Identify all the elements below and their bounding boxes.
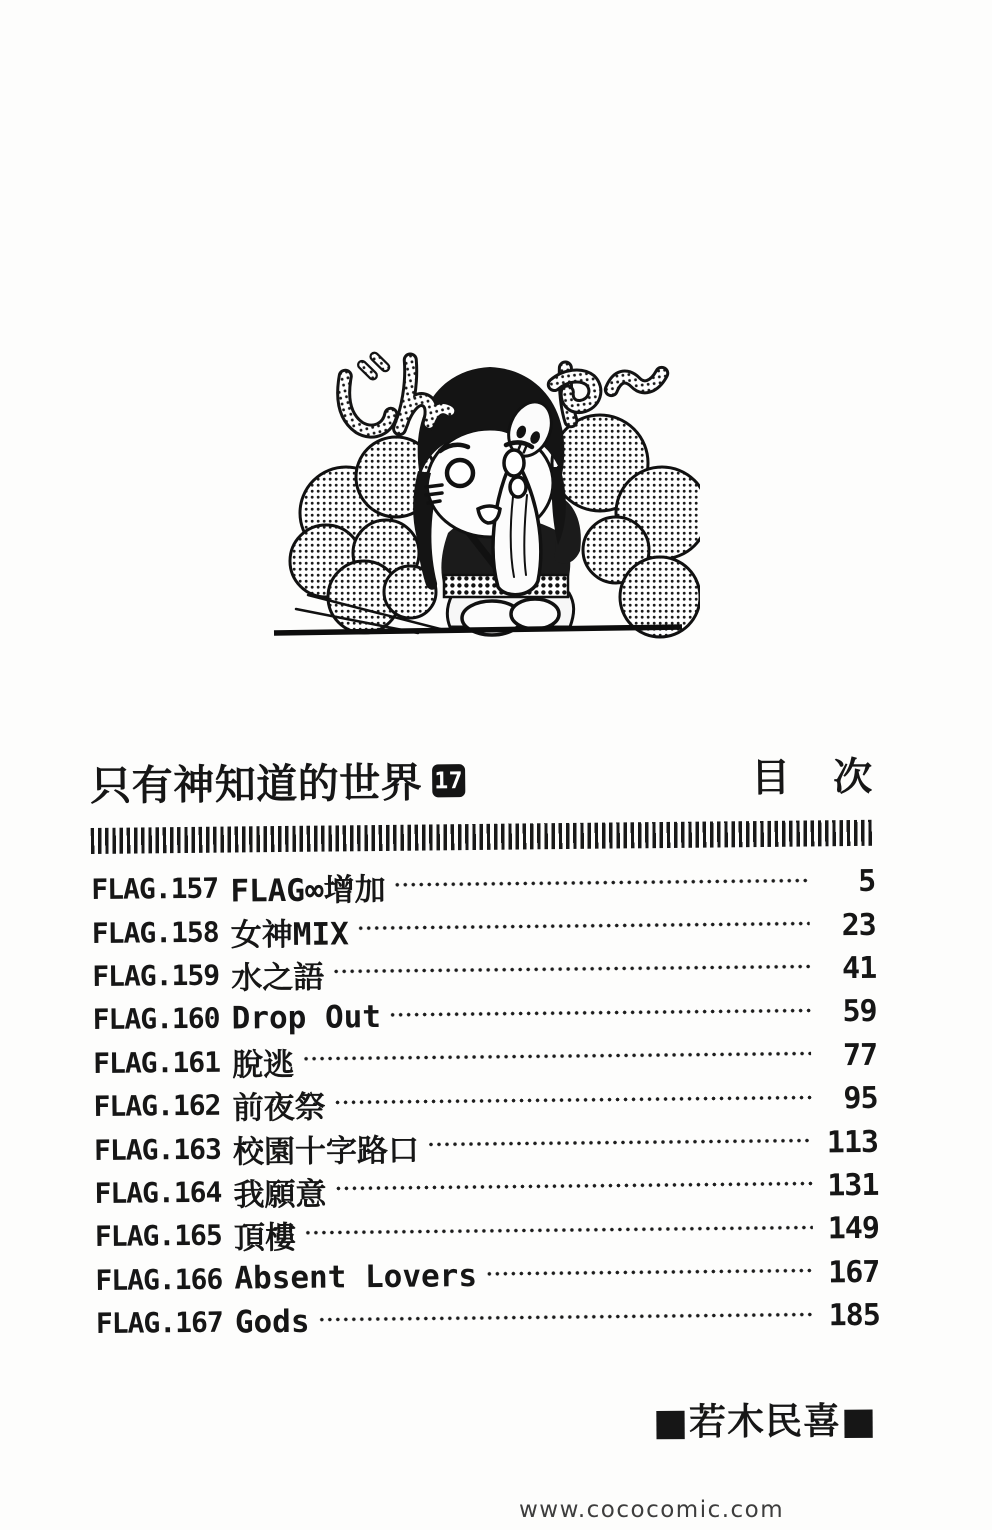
dot-leader xyxy=(394,877,810,887)
chapter-title: 水之語 xyxy=(231,959,325,997)
toc-entry-167 xyxy=(96,1294,880,1346)
flag-label: FLAG.167 xyxy=(95,1305,223,1341)
chapter-title: Gods xyxy=(234,1303,310,1341)
page-number: 5 xyxy=(858,863,876,900)
chapter-title: 校園十字路口 xyxy=(232,1132,420,1171)
chapter-title: 我願意 xyxy=(233,1176,327,1214)
author-credit: ■若木民喜■ xyxy=(652,1399,878,1444)
flag-label: FLAG.163 xyxy=(93,1132,222,1167)
flag-label: FLAG.165 xyxy=(94,1218,222,1254)
chapter-title: 女神MIX xyxy=(230,915,349,954)
page-number: 185 xyxy=(828,1297,880,1334)
volume-badge: 17 xyxy=(432,764,465,797)
dot-leader xyxy=(334,1094,812,1105)
dot-leader xyxy=(317,1311,813,1322)
chapter-title: Absent Lovers xyxy=(234,1258,478,1297)
sfx-wa xyxy=(552,356,666,422)
chibi-crying-girl-illustration xyxy=(268,345,700,645)
chapter-title: FLAG∞增加 xyxy=(230,872,386,910)
tear-top xyxy=(504,450,524,476)
eye-left xyxy=(447,460,473,486)
page-number: 131 xyxy=(827,1167,879,1204)
flag-label: FLAG.166 xyxy=(95,1262,223,1297)
chapter-title: Drop Out xyxy=(231,998,382,1037)
toc-header xyxy=(90,748,875,812)
toc-heading: 目 次 xyxy=(750,754,875,802)
chapter-title: 脫逃 xyxy=(231,1046,295,1084)
sfx-jin xyxy=(335,345,451,442)
toc-entry-list xyxy=(91,860,880,1345)
illustration-canvas xyxy=(268,345,700,645)
dot-leader xyxy=(389,1007,811,1017)
page-number: 23 xyxy=(841,907,876,943)
dot-leader xyxy=(304,1224,813,1235)
page-number: 113 xyxy=(826,1124,879,1160)
page-number: 41 xyxy=(841,950,877,987)
flag-label: FLAG.161 xyxy=(92,1045,221,1080)
mouth xyxy=(478,506,500,523)
series-title xyxy=(90,749,466,812)
page-number: 167 xyxy=(827,1254,880,1291)
dot-leader xyxy=(357,921,810,932)
knee-right xyxy=(511,599,559,629)
table-of-contents xyxy=(90,748,880,1345)
dot-leader xyxy=(485,1268,813,1277)
page-number: 95 xyxy=(843,1080,878,1117)
tear-bottom xyxy=(510,477,526,497)
ground-line xyxy=(274,627,682,633)
flag-label: FLAG.159 xyxy=(92,958,220,993)
series-title-text: 只有神知道的世界 xyxy=(89,758,423,811)
page-number: 59 xyxy=(842,994,877,1030)
flag-label: FLAG.164 xyxy=(94,1175,222,1210)
page-number: 77 xyxy=(842,1037,878,1073)
flag-label: FLAG.158 xyxy=(91,915,219,950)
dot-leader xyxy=(334,1181,812,1192)
dot-leader xyxy=(302,1051,811,1062)
chapter-title: 前夜祭 xyxy=(232,1089,326,1127)
chapter-title: 頂樓 xyxy=(233,1220,297,1257)
dot-leader xyxy=(427,1138,812,1148)
flag-label: FLAG.162 xyxy=(93,1088,221,1124)
flag-label: FLAG.157 xyxy=(91,871,219,907)
page-number: 149 xyxy=(827,1211,880,1247)
flag-label: FLAG.160 xyxy=(92,1002,220,1037)
watermark: www.cococomic.com xyxy=(519,1497,785,1523)
striped-divider xyxy=(91,820,875,854)
dot-leader xyxy=(332,964,810,975)
